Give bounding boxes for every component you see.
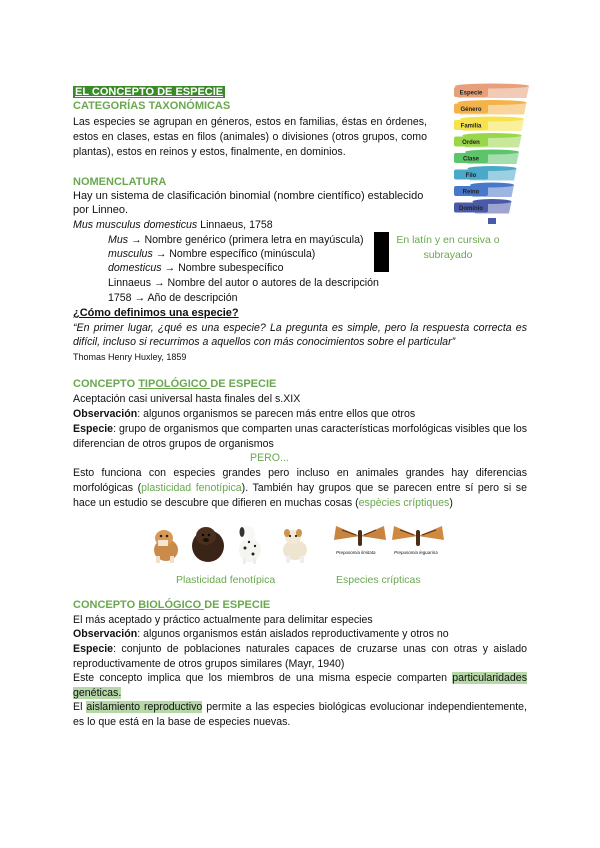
dalmatian-image	[239, 526, 261, 564]
species-example: Mus musculus domesticus Linnaeus, 1758	[73, 219, 273, 231]
breakdown-year: 1758 → Año de descripción	[108, 292, 238, 304]
funnel-label-3: Orden	[462, 140, 480, 146]
typological-observation: Observación: algunos organismos se parecen más entre ellos que otros	[73, 408, 416, 420]
nomenclature-heading: NOMENCLATURA	[73, 176, 167, 188]
moth-left-label: Prepusomia limitata	[336, 550, 376, 555]
moth-left-image	[334, 526, 386, 546]
biological-heading: CONCEPTO BIOLÓGICO DE ESPECIE	[73, 599, 271, 611]
latin-side-note: En latín y en cursiva o subrayado	[396, 234, 500, 261]
funnel-label-5: Filo	[465, 173, 477, 179]
biological-species-definition: Especie: conjunto de poblaciones naturales capaces de cruzarse unas con otras y aislado reproductivamente de otros grupos similares (Mayr, 1940)	[73, 643, 527, 670]
terrier-image	[283, 529, 307, 563]
moth-right-label: Prepusomia leguarina	[394, 550, 438, 555]
taxonomy-heading: CATEGORÍAS TAXONÓMICAS	[73, 100, 231, 112]
bracket-bar	[374, 232, 389, 272]
typological-acceptance: Aceptación casi universal hasta finales del s.XIX	[73, 393, 301, 405]
caption-cryptic-species: Especies crípticas	[336, 574, 421, 586]
biological-observation: Observación: algunos organismos están aislados reproductivamente y otros no	[73, 628, 449, 640]
moth-right-image	[392, 526, 444, 546]
breakdown-subspecies: domesticus → Nombre subespecífico	[108, 262, 284, 274]
huxley-quote: “En primer lugar, ¿qué es una especie? La pregunta es simple, pero la respuesta correcta es difícil, incluso si recurrimos a aquellos con más conocimientos sobre el particular”	[73, 322, 527, 348]
taxonomy-paragraph: Las especies se agrupan en géneros, estos en familias, éstas en órdenes, estos en clases, estas en filos (animales) o divisiones (otros grupos, como plantas), estos en reinos y estos, finalmente, en dominios.	[73, 116, 427, 158]
caption-phenotypic-plasticity: Plasticidad fenotípica	[176, 574, 276, 586]
typological-paragraph: Esto funciona con especies grandes pero incluso en animales grandes hay diferencias morfológicas (plasticidad fenotípica). También hay grupos que se parecen entre sí pero si se hace un estudio se descubre que difieren en muchas cosas (espècies críptiques)	[73, 467, 527, 509]
biological-isolation-paragraph: El aislamiento reproductivo permite a las especies biológicas evolucionar independientemente, es lo que está en la base de especies nuevas.	[73, 701, 527, 728]
pero-note: PERO...	[250, 452, 289, 464]
funnel-label-7: Dominio	[459, 206, 483, 212]
biological-genetic-paragraph: Este concepto implica que los miembros de una misma especie comparten particularidades genéticas.	[73, 672, 527, 699]
bulldog-image	[154, 530, 178, 563]
breakdown-species: musculus → Nombre específico (minúscula)	[108, 248, 316, 260]
nomenclature-line-1: Hay un sistema de clasificación binomial (nombre científico) establecido	[73, 190, 424, 202]
funnel-graphic	[450, 80, 530, 225]
funnel-label-6: Reino	[462, 189, 480, 196]
quote-author: Thomas Henry Huxley, 1859	[73, 352, 187, 362]
typological-species-definition: Especie: grupo de organismos que comparten unas características morfológicas visibles que los diferencian de otros grupos de organismos	[73, 423, 528, 450]
funnel-label-2: Familia	[460, 123, 482, 130]
funnel-label-4: Clase	[462, 156, 480, 163]
typological-heading: CONCEPTO TIPOLÓGICO DE ESPECIE	[73, 378, 277, 390]
funnel-label-1: Género	[460, 107, 482, 113]
dog-breeds-image	[150, 520, 320, 564]
funnel-tip	[488, 218, 496, 224]
moth-photos	[332, 522, 452, 562]
funnel-label-0: Especie	[459, 90, 483, 97]
dog-photos	[150, 520, 320, 564]
biological-acceptance: El más aceptado y práctico actualmente para delimitar especies	[73, 614, 373, 626]
breakdown-author: Linnaeus → Nombre del autor o autores de la descripción	[108, 277, 379, 289]
taxonomy-funnel-diagram	[450, 80, 530, 225]
page-title: EL CONCEPTO DE ESPECIE	[75, 86, 224, 98]
nomenclature-line-2: por Linneo.	[73, 204, 129, 216]
chow-chow-image	[192, 527, 224, 562]
breakdown-genus: Mus → Nombre genérico (primera letra en mayúscula)	[108, 234, 364, 246]
definition-question: ¿Cómo definimos una especie?	[73, 307, 239, 319]
